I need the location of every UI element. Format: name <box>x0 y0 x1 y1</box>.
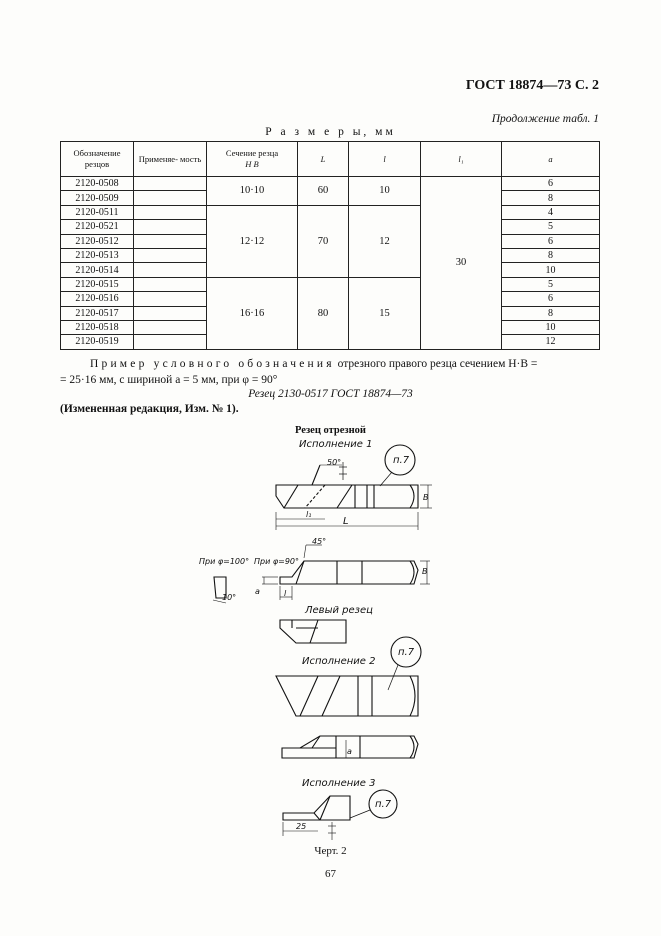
note-ref-v3: п.7 <box>375 799 392 810</box>
cell-a: 10 <box>502 320 600 334</box>
cell-code: 2120-0516 <box>61 292 134 306</box>
cell-section: 16·16 <box>207 277 298 349</box>
dim-L-v1: L <box>343 516 349 527</box>
phi-100-label: При φ=100° <box>199 557 250 566</box>
cell-code: 2120-0511 <box>61 205 134 219</box>
cell-l: 15 <box>349 277 421 349</box>
cell-l1: 30 <box>421 177 502 350</box>
cell-code: 2120-0517 <box>61 306 134 320</box>
angle-10-label: 10° <box>222 593 237 602</box>
phi-variant-detail <box>213 545 430 603</box>
figure-caption: Черт. 2 <box>314 845 347 857</box>
version-3-label: Исполнение 3 <box>302 778 376 789</box>
cell-code: 2120-0515 <box>61 277 134 291</box>
cell-section: 10·10 <box>207 177 298 206</box>
cell-l: 10 <box>349 177 421 206</box>
col-header-code: Обозначение резцов <box>61 142 134 177</box>
cell-a: 8 <box>502 248 600 262</box>
cell-a: 10 <box>502 263 600 277</box>
cell-code: 2120-0508 <box>61 177 134 191</box>
cell-code: 2120-0509 <box>61 191 134 205</box>
cell-section: 12·12 <box>207 205 298 277</box>
col-header-usage: Применяе- мость <box>134 142 207 177</box>
cell-l: 12 <box>349 205 421 277</box>
cell-code: 2120-0521 <box>61 220 134 234</box>
version-2-label: Исполнение 2 <box>302 656 376 667</box>
cell-code: 2120-0518 <box>61 320 134 334</box>
page-number: 67 <box>325 868 336 880</box>
col-header-l1: l₁ <box>421 142 502 177</box>
cell-a: 5 <box>502 220 600 234</box>
dim-B-v1b: B <box>422 567 428 576</box>
dim-B-v1: B <box>423 493 429 502</box>
angle-50-label: 50° <box>327 458 342 467</box>
cell-a: 4 <box>502 205 600 219</box>
dim-l1-v1: l₁ <box>306 510 312 519</box>
dim-25: 25 <box>296 822 307 831</box>
document-header: ГОСТ 18874—73 С. 2 <box>465 78 599 93</box>
cell-a: 6 <box>502 292 600 306</box>
table-caption: Р а з м е р ы, мм <box>265 126 396 138</box>
cell-L: 60 <box>298 177 349 206</box>
edition-note: (Измененная редакция, Изм. № 1). <box>60 403 239 415</box>
example-lead: Пример условного обозначения <box>90 358 335 370</box>
cell-L: 70 <box>298 205 349 277</box>
version-3-cutter <box>283 790 397 840</box>
note-ref-v2: п.7 <box>398 647 415 658</box>
cell-code: 2120-0519 <box>61 335 134 349</box>
note-ref-v1: п.7 <box>393 455 410 466</box>
version-1-label: Исполнение 1 <box>299 439 373 450</box>
example-line-2: = 25·16 мм, с шириной a = 5 мм, при φ = 90° <box>60 374 278 386</box>
cell-a: 8 <box>502 306 600 320</box>
col-header-section-label: Сечение резца <box>225 148 279 158</box>
angle-45-label: 45° <box>312 537 327 546</box>
cell-a: 8 <box>502 191 600 205</box>
phi-90-label: При φ=90° <box>254 557 299 566</box>
col-header-L: L <box>298 142 349 177</box>
cell-a: 12 <box>502 335 600 349</box>
left-cutter-detail <box>280 620 346 643</box>
cell-L: 80 <box>298 277 349 349</box>
drawing-title: Резец отрезной <box>295 425 366 436</box>
dim-a-v2: a <box>347 747 352 756</box>
cell-code: 2120-0514 <box>61 263 134 277</box>
dim-a: a <box>255 587 260 596</box>
col-header-l: l <box>349 142 421 177</box>
col-header-section-sub: H B <box>245 159 259 169</box>
cell-a: 6 <box>502 234 600 248</box>
left-cutter-label: Левый резец <box>305 605 373 616</box>
col-header-a: a <box>502 142 600 177</box>
example-designation-code: Резец 2130-0517 ГОСТ 18874—73 <box>248 388 413 400</box>
cell-a: 6 <box>502 177 600 191</box>
dim-l: l <box>284 589 287 598</box>
cell-a: 5 <box>502 277 600 291</box>
cell-code: 2120-0513 <box>61 248 134 262</box>
example-text-1: отрезного правого резца сечением H·B = <box>334 358 538 370</box>
table-continuation-note: Продолжение табл. 1 <box>491 113 599 125</box>
cell-code: 2120-0512 <box>61 234 134 248</box>
